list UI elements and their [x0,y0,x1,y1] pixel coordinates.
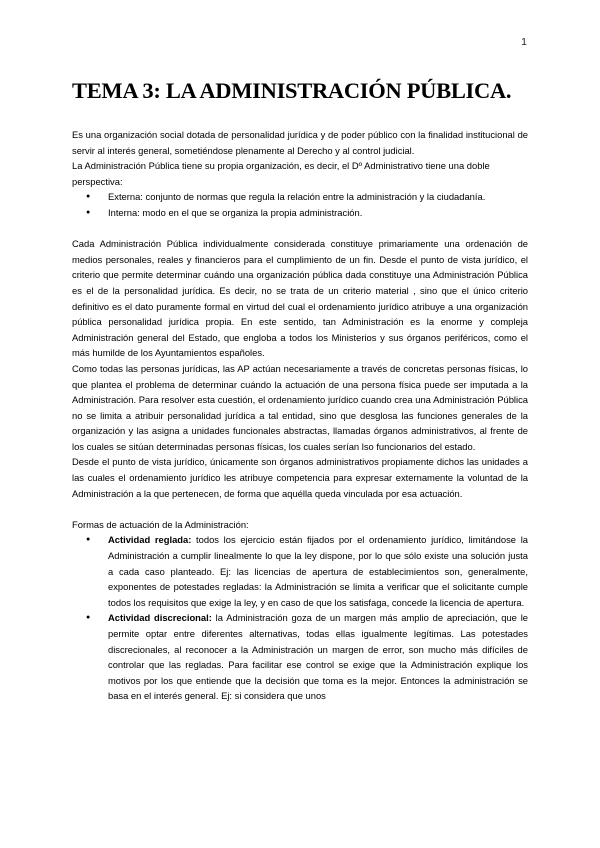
spacer [72,501,528,517]
formas-heading: Formas de actuación de la Administración: [72,518,249,530]
spacer [72,221,528,237]
forma-text: la Administración goza de un margen más amplio de apreciación, que le permite optar entre diferentes alternativas, todas ellas igualmente legítimas. Las potestades discrecionales, al reconocer a la Administración un margen de error, son mucho más difíciles de controlar que las regladas. Para facilitar ese control se exige que la Administración explique los motivos por los que entiende que la decisión que toma es la mejor. Entonces la administración se basa en el interés general. Ej: si considera que unos [108,612,529,702]
list-item [72,610,528,704]
paragraph-como: Como todas las personas jurídicas, las AP actúan necesariamente a través de concretas personas físicas, lo que plantea el problema de determinar cuándo la actuación de una persona física puede ser imputada a la Administración. Para resolver esta cuestión, el ordenamiento jurídico cuando crea una Administración Pública no se limita a atribuir personalidad jurídica a tal entidad, sino que desglosa las funciones generales de la organización y las asigna a unidades funcionales abstractas, llamadas órganos administrativos, al frente de los cuales se sitúan determinadas personas físicas, los cuales serían lso funcionarios del estado. [72,362,528,452]
forma-text: todos los ejercicio están fijados por el ordenamiento jurídico, limitándose la Administración a cumplir linealmente lo que la ley dispone, por lo que sólo existe una solución justa a cada caso planteado. Ej: las licencias de apertura de establecimientos son, generalmente, exponentes de potestades regladas: la Administración se limita a verificar que el solicitante cumple todos los requisitos que exige la ley, y en caso de que los satisfaga, concede la licencia de apertura. [108,534,528,608]
paragraph-cada: Cada Administración Pública individualmente considerada constituye primariamente una ordenación de medios personales, reales y financieros para el cumplimiento de un fin. Desde el punto de vista jurídico, el criterio que permite determinar cuándo una organización pública dada constituye una Administración Pública es el de la personalidad jurídica. Es decir, no se trata de un criterio material , sino que el único criterio definitivo es el dato puramente formal en virtud del cual el ordenamiento jurídico atribuye a una organización pública personalidad jurídica propia. En este sentido, tan Administración es la enorme y compleja Administración general del Estado, que engloba a todos los Ministerios y sus órganos periféricos, como el más humilde de los Ayuntamientos españoles. [72,238,528,359]
perspective-list [72,189,528,220]
intro-paragraph: Es una organización social dotada de personalidad jurídica y de poder público con la finalidad institucional de servir al interés general, sometiéndose plenamente al Derecho y al control judicial. [72,129,528,156]
perspective-intro: La Administración Pública tiene su propia organización, es decir, el Dº Administrativo tiene una doble perspectiva: [72,160,490,187]
formas-list [72,532,528,704]
forma-label: Actividad discrecional: [108,612,212,624]
list-item: ● Externa: conjunto de normas que regula la relación entre la administración y la ciudadanía. [72,189,528,205]
page-title: TEMA 3: LA ADMINISTRACIÓN PÚBLICA. [72,78,512,103]
document-body [72,127,528,704]
page-number: 1 [521,36,527,48]
list-item [72,532,528,610]
forma-label: Actividad reglada: [108,534,192,546]
list-item: ● Interna: modo en el que se organiza la propia administración. [72,205,528,221]
paragraph-desde: Desde el punto de vista jurídico, únicamente son órganos administrativos propiamente dichos las unidades a las cuales el ordenamiento jurídico les atribuye competencia para expresar externamente la voluntad de la Administración a la que pertenecen, de forma que aquélla queda vinculada por esa actuación. [72,456,528,499]
